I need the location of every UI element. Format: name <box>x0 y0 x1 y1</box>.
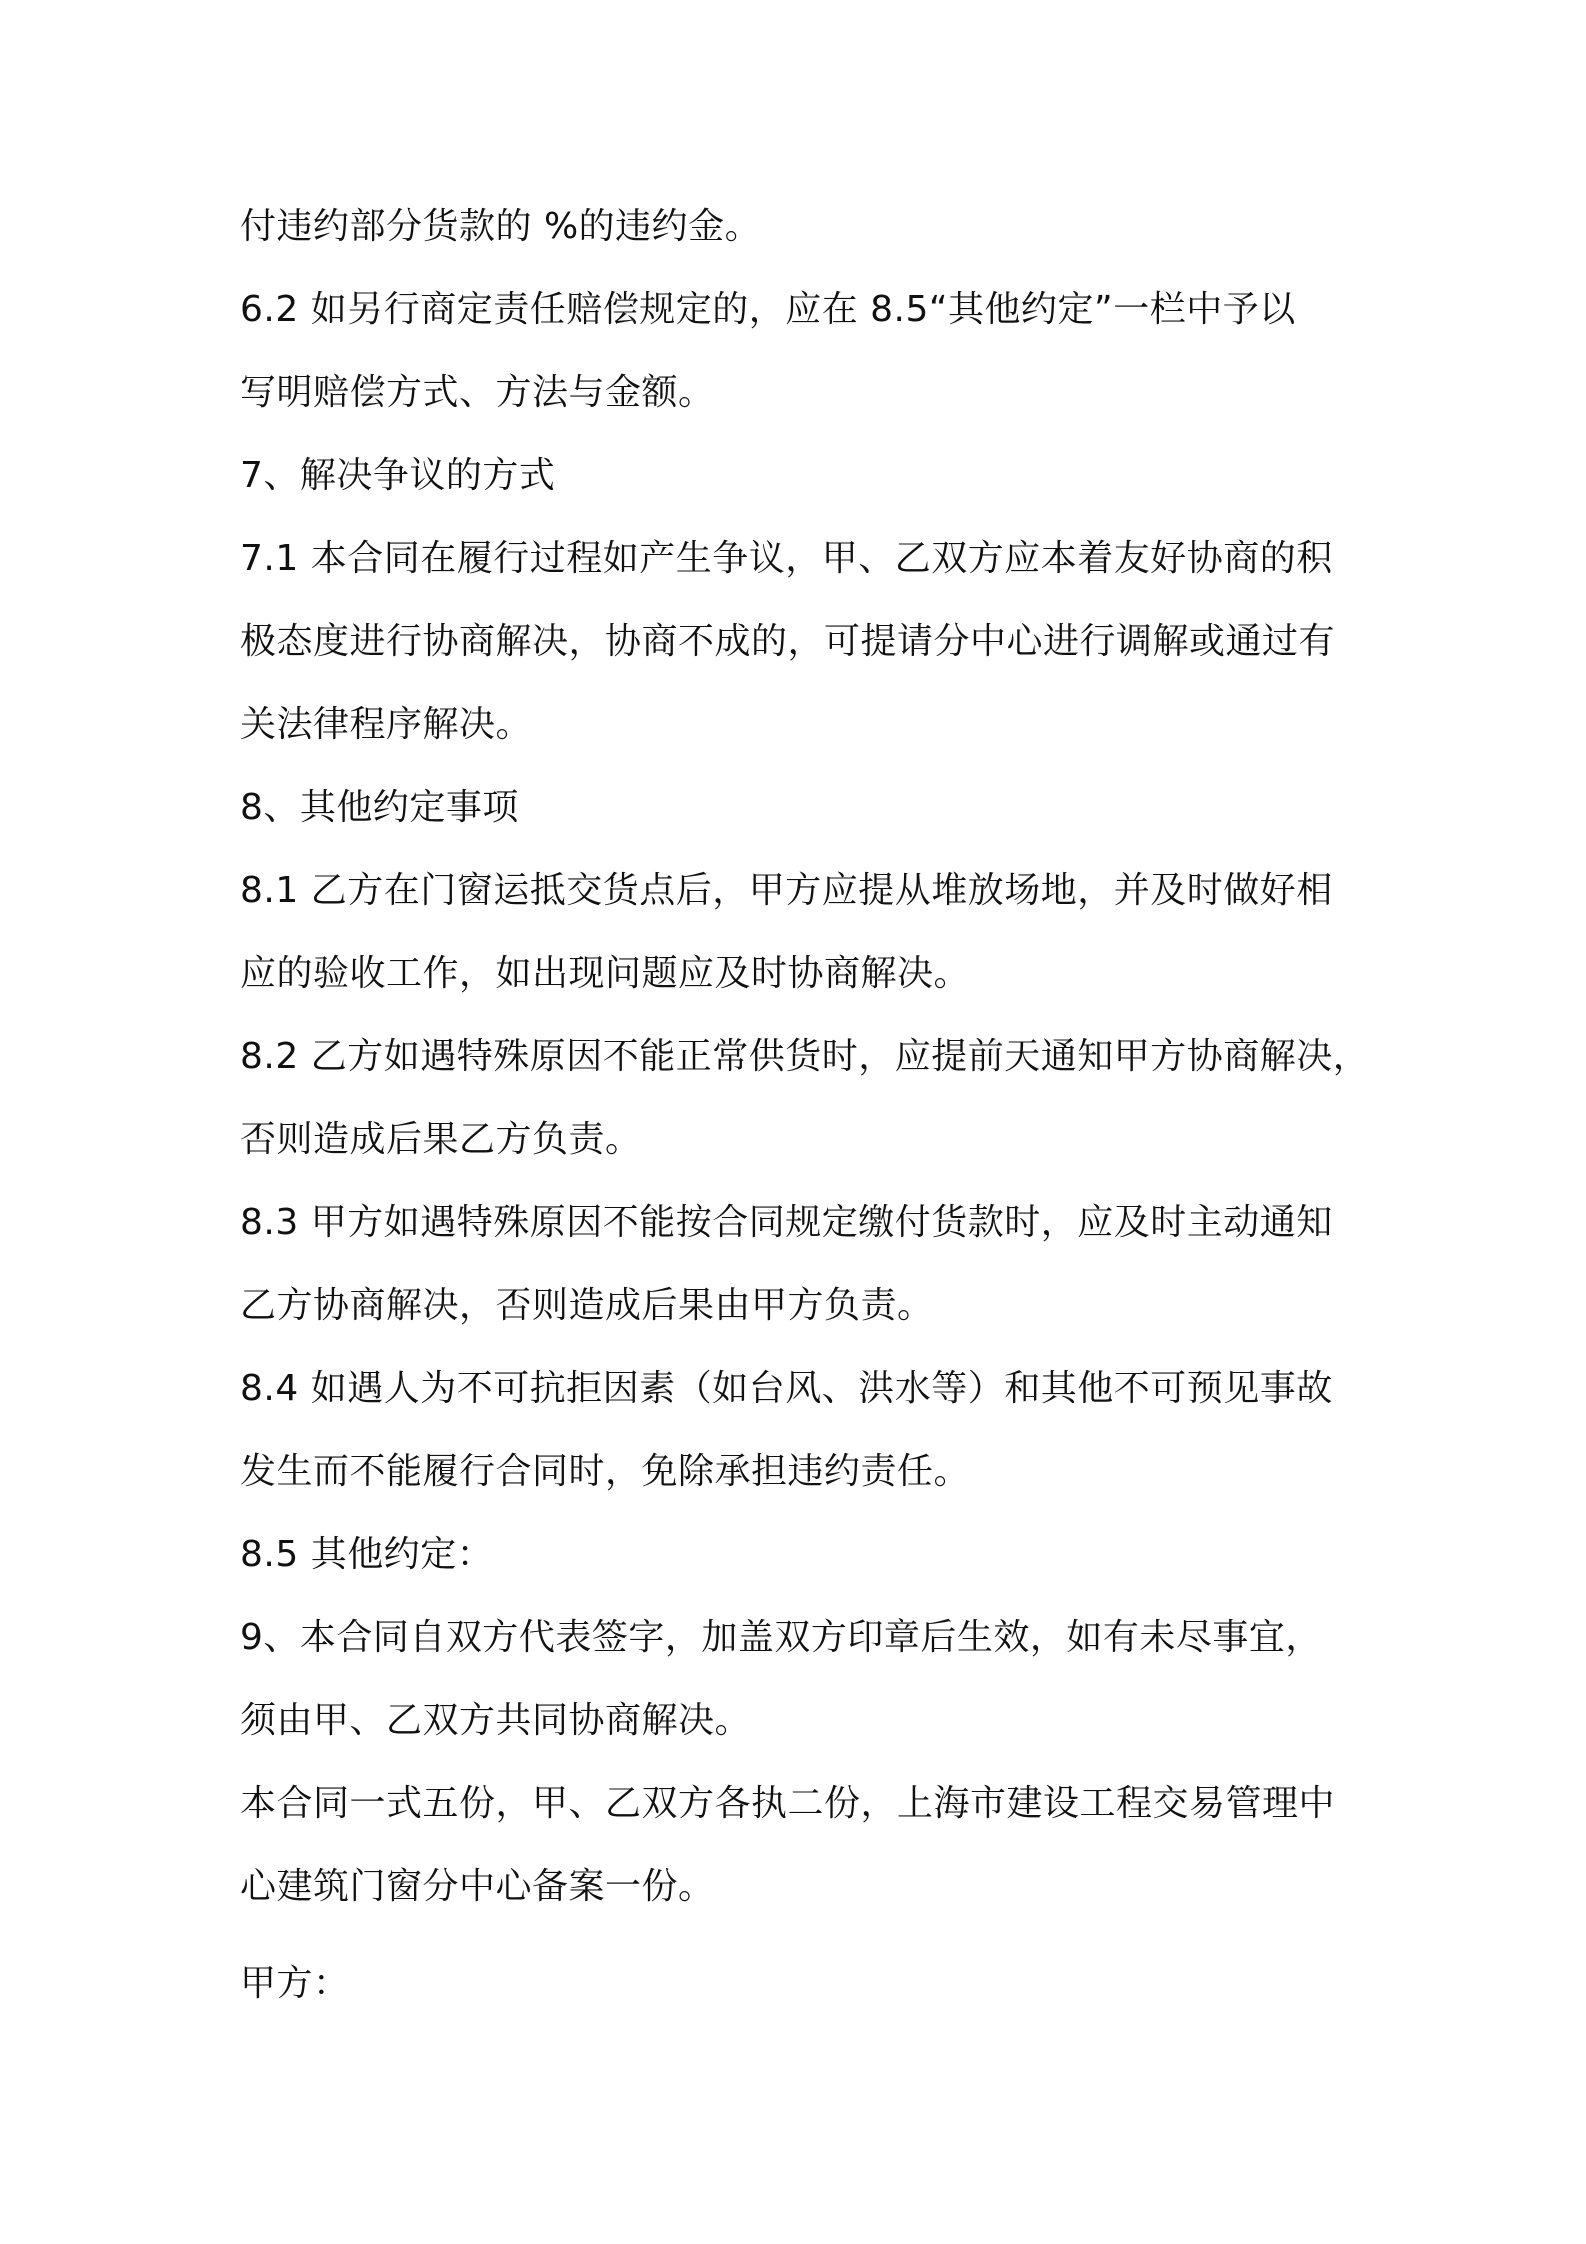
clause-6-2: 6.2 如另行商定责任赔偿规定的，应在 8.5“其他约定”一栏中予以 <box>240 289 1296 330</box>
clause-7-1: 7.1 本合同在履行过程如产生争议，甲、乙双方应本着友好协商的积 <box>240 538 1333 579</box>
clause-8-5: 8.5 其他约定： <box>240 1534 494 1575</box>
clause-8-2-continued: 否则造成后果乙方负责。 <box>240 1119 642 1160</box>
clause-7-1-end: 关法律程序解决。 <box>240 704 533 745</box>
section-9-continued: 须由甲、乙双方共同协商解决。 <box>240 1700 752 1741</box>
section-8-heading: 8、其他约定事项 <box>240 787 519 828</box>
clause-6-2-continued: 写明赔偿方式、方法与金额。 <box>240 372 715 413</box>
section-9: 9、本合同自双方代表签字，加盖双方印章后生效，如有未尽事宜， <box>240 1617 1322 1658</box>
clause-8-1: 8.1 乙方在门窗运抵交货点后，甲方应提从堆放场地，并及时做好相 <box>240 870 1333 911</box>
clause-8-2: 8.2 乙方如遇特殊原因不能正常供货时，应提前天通知甲方协商解决， <box>240 1036 1370 1077</box>
clause-8-4-continued: 发生而不能履行合同时，免除承担违约责任。 <box>240 1451 971 1492</box>
copies-statement-continued: 心建筑门窗分中心备案一份。 <box>240 1866 715 1907</box>
copies-statement: 本合同一式五份，甲、乙双方各执二份，上海市建设工程交易管理中 <box>240 1783 1336 1824</box>
party-a-signature-label: 甲方： <box>240 1963 350 2004</box>
text-line-continuation-penalty: 付违约部分货款的 %的违约金。 <box>240 206 762 247</box>
clause-8-3-continued: 乙方协商解决，否则造成后果由甲方负责。 <box>240 1285 934 1326</box>
clause-8-4: 8.4 如遇人为不可抗拒因素（如台风、洪水等）和其他不可预见事故 <box>240 1368 1333 1409</box>
clause-7-1-continued: 极态度进行协商解决，协商不成的，可提请分中心进行调解或通过有 <box>240 621 1336 662</box>
clause-8-3: 8.3 甲方如遇特殊原因不能按合同规定缴付货款时，应及时主动通知 <box>240 1202 1333 1243</box>
section-7-heading: 7、解决争议的方式 <box>240 455 556 496</box>
clause-8-1-continued: 应的验收工作，如出现问题应及时协商解决。 <box>240 953 971 994</box>
